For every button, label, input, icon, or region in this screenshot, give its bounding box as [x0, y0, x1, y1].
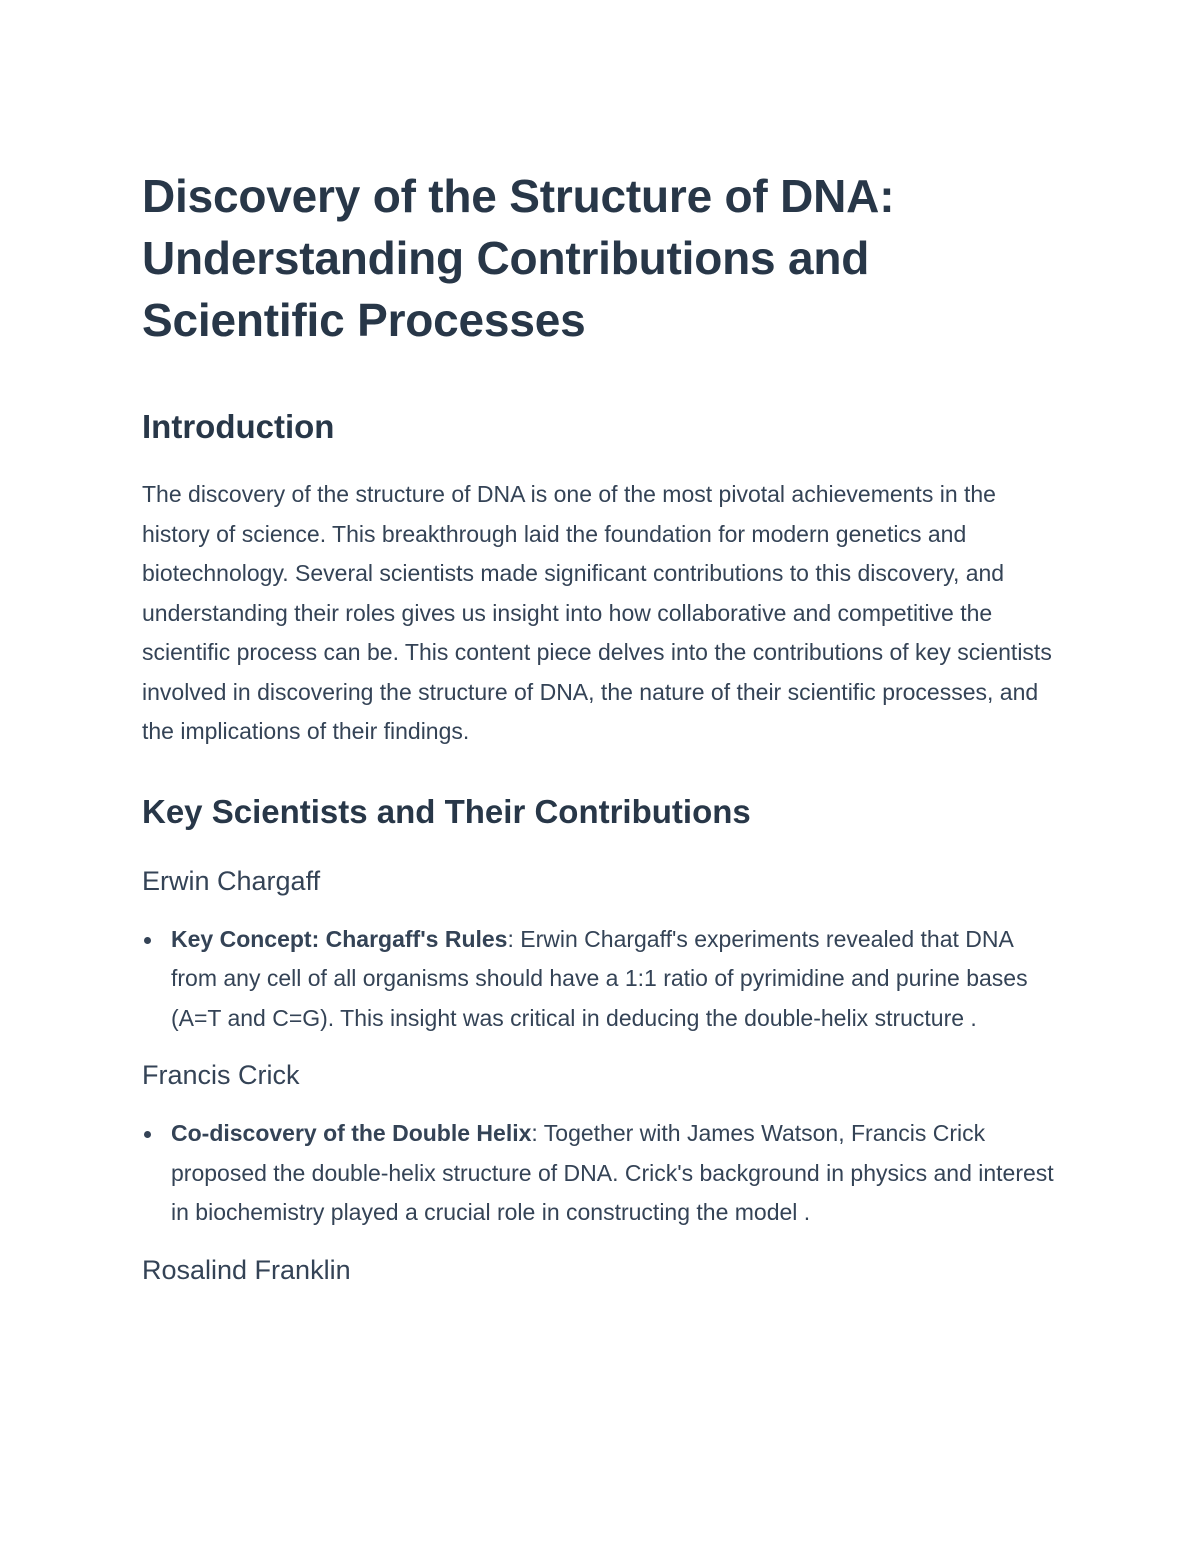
section-heading-introduction: Introduction	[142, 408, 335, 445]
item-label: Key Concept: Chargaff's Rules	[171, 925, 508, 952]
introduction-paragraph: The discovery of the structure of DNA is one of the most pivotal achievements in the history of science. This breakthrough laid the foundation for modern genetics and biotechnology. Several scientists made significant contributions to this discovery, and understanding their roles gives us insight into how collaborative and competitive the scientific process can be. This content piece delves into the contributions of key scientists involved in discovering the structure of DNA, the nature of their scientific processes, and the implications of their findings.	[142, 481, 1052, 744]
scientist-heading-crick: Francis Crick	[142, 1060, 300, 1090]
scientist-heading-chargaff: Erwin Chargaff	[142, 865, 321, 896]
scientist-heading-franklin: Rosalind Franklin	[142, 1254, 351, 1285]
section-heading-key-scientists: Key Scientists and Their Contributions	[142, 792, 751, 830]
bullet-icon	[144, 1131, 151, 1138]
document-title: Discovery of the Structure of DNA: Understanding Contributions and Scientific Processes	[142, 170, 895, 346]
crick-contribution-list	[142, 1114, 1062, 1233]
item-text: : Together with James Watson, Francis Crick proposed the double-helix structure of DNA. Crick's background in physics and interest in biochemistry played a crucial role in constructing the model .	[171, 1120, 1054, 1225]
item-text: : Erwin Chargaff's experiments revealed that DNA from any cell of all organisms should have a 1:1 ratio of pyrimidine and purine bases (A=T and C=G). This insight was critical in deducing the double-helix structure .	[171, 925, 1028, 1031]
bullet-icon	[144, 937, 151, 944]
document-page	[142, 165, 1062, 1288]
chargaff-contribution-list	[142, 920, 1062, 1039]
list-item	[171, 920, 1062, 1039]
list-item	[171, 1114, 1062, 1233]
item-label: Co-discovery of the Double Helix	[171, 1120, 532, 1146]
